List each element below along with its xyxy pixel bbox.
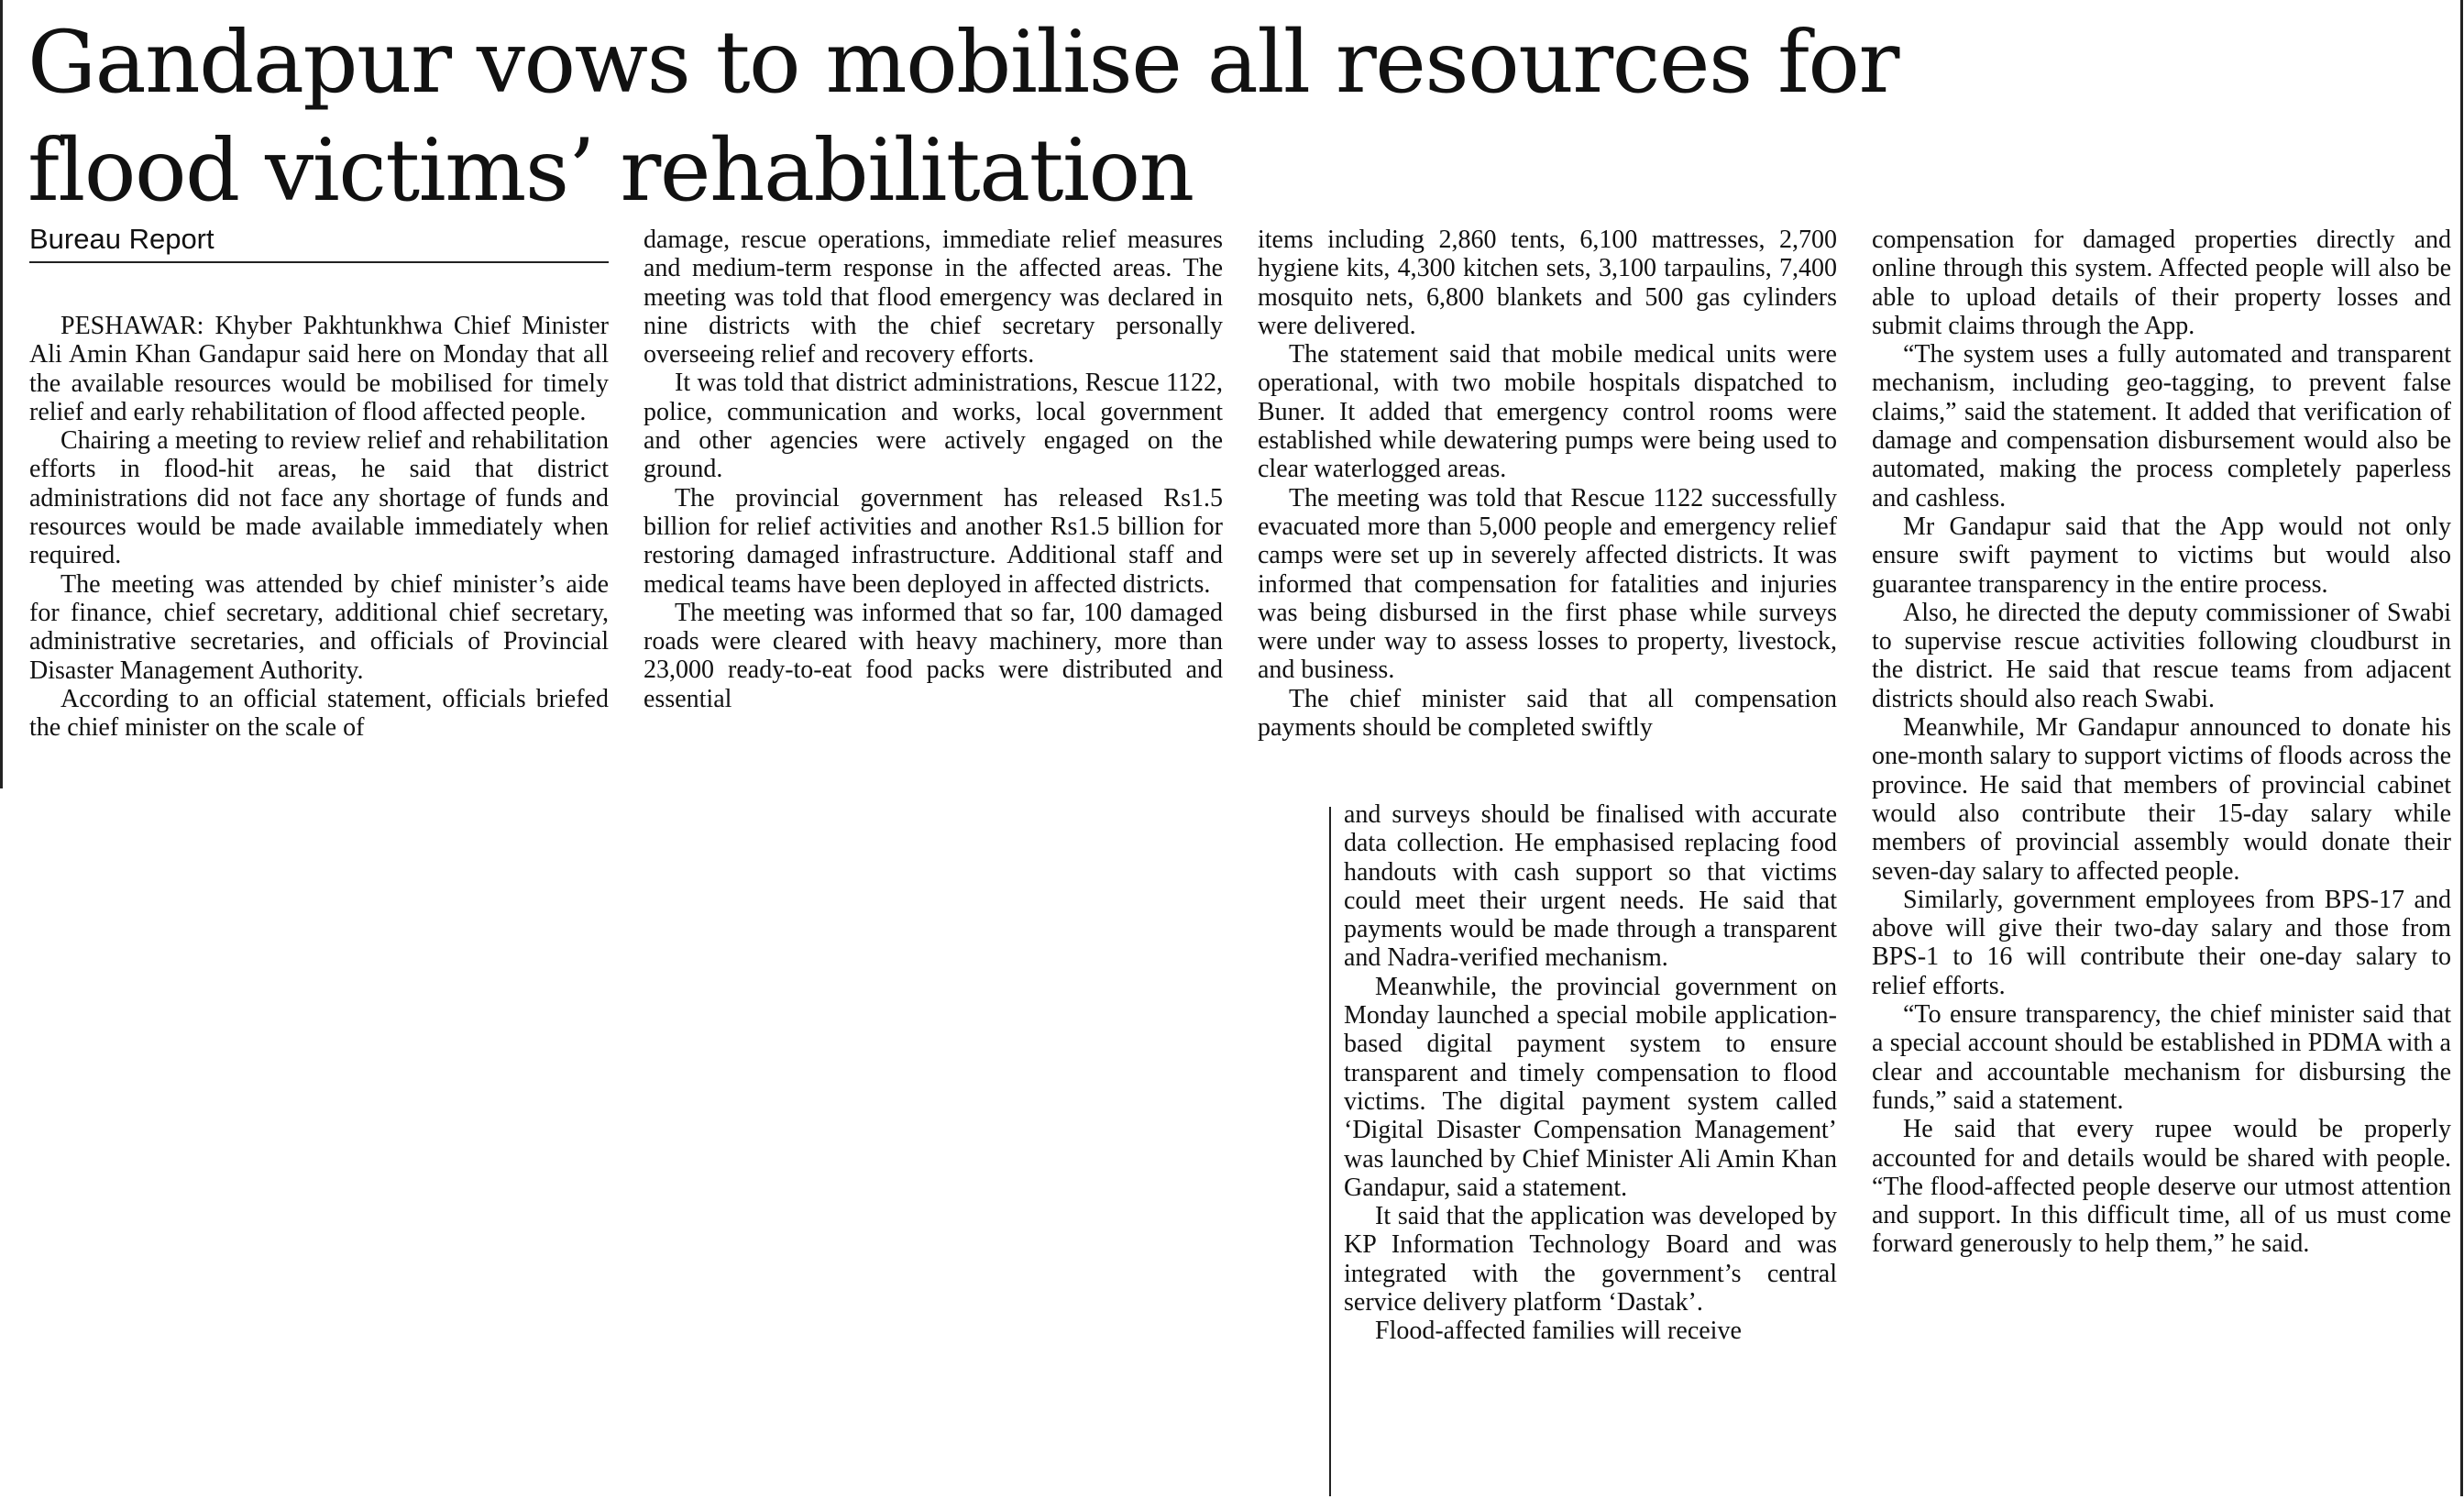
headline-line-2: flood victims’ rehabilitation [28, 121, 1194, 221]
byline: Bureau Report [29, 223, 214, 255]
paragraph: PESHAWAR: Khyber Pakhtunkhwa Chief Minister Ali Amin Khan Gandapur said here on Monday that all the available resources would be mobilised for timely relief and early rehabilitation of flood affected people. [29, 312, 609, 426]
byline-rule [29, 261, 609, 263]
paragraph: Similarly, government employees from BPS-17 and above will give their two-day salary and those from BPS-1 to 16 will contribute their one-day salary to relief efforts. [1872, 885, 2451, 1000]
paragraph: It said that the application was developed by KP Information Technology Board and was integrated with the government’s central service delivery platform ‘Dastak’. [1344, 1202, 1837, 1317]
paragraph: Mr Gandapur said that the App would not only ensure swift payment to victims but would also guarantee transparency in the entire process. [1872, 512, 2451, 599]
paragraph: The meeting was told that Rescue 1122 successfully evacuated more than 5,000 people and emergency relief camps were set up in severely affected districts. It was informed that compensation for fatalities and injuries was being disbursed in the first phase while surveys were under way to assess losses to property, livestock, and business. [1258, 483, 1837, 685]
headline [28, 9, 2411, 226]
article-column-3 [1258, 226, 1837, 742]
paragraph: It was told that district administrations, Rescue 1122, police, communication and works, local government and other agencies were actively engaged on the ground. [644, 369, 1223, 484]
article-column-2 [644, 226, 1223, 713]
paragraph: Meanwhile, the provincial government on Monday launched a special mobile application-based digital payment system to ensure transparent and timely compensation to flood victims. The digital payment system called ‘Digital Disaster Compensation Management’ was launched by Chief Minister Ali Amin Khan Gandapur, said a statement. [1344, 972, 1837, 1202]
paragraph: The meeting was attended by chief minister’s aide for finance, chief secretary, additional chief secretary, administrative secretaries, and officials of Provincial Disaster Management Authority. [29, 569, 609, 685]
headline-line-1: Gandapur vows to mobilise all resources for [28, 13, 1898, 113]
paragraph: The statement said that mobile medical units were operational, with two mobile hospitals dispatched to Buner. It added that emergency control rooms were established while dewatering pumps were being used to clear waterlogged areas. [1258, 340, 1837, 484]
paragraph: The provincial government has released Rs1.5 billion for relief activities and another Rs1.5 billion for restoring damaged infrastructure. Additional staff and medical teams have been deployed in affected districts. [644, 483, 1223, 599]
column-divider [1329, 807, 1331, 1496]
paragraph: Meanwhile, Mr Gandapur announced to donate his one-month salary to support victims of floods across the province. He said that members of provincial cabinet would also contribute their 15-day salary while members of provincial assembly would donate their seven-day salary to affected people. [1872, 713, 2451, 886]
paragraph: damage, rescue operations, immediate relief measures and medium-term response in the affected areas. The meeting was told that flood emergency was declared in nine districts with the chief secretary personally overseeing relief and recovery efforts. [644, 226, 1223, 369]
paragraph: compensation for damaged properties directly and online through this system. Affected people will also be able to upload details of their property losses and submit claims through the App. [1872, 226, 2451, 340]
page-border-left [0, 0, 3, 788]
paragraph: The meeting was informed that so far, 100 damaged roads were cleared with heavy machinery, more than 23,000 ready-to-eat food packs were distributed and essential [644, 598, 1223, 713]
paragraph: The chief minister said that all compensation payments should be completed swiftly [1258, 684, 1837, 743]
article-column-1 [29, 312, 609, 742]
paragraph: items including 2,860 tents, 6,100 mattresses, 2,700 hygiene kits, 4,300 kitchen sets, 3,100 tarpaulins, 7,400 mosquito nets, 6,800 blankets and 500 gas cylinders were delivered. [1258, 226, 1837, 340]
paragraph: “To ensure transparency, the chief minister said that a special account should be established in PDMA with a clear and accountable mechanism for disbursing the funds,” said a statement. [1872, 1000, 2451, 1115]
paragraph: According to an official statement, officials briefed the chief minister on the scale of [29, 684, 609, 743]
article-column-4 [1872, 226, 2451, 1259]
paragraph: He said that every rupee would be properly accounted for and details would be shared with people. “The flood-affected people deserve our utmost attention and support. In this difficult time, all of us must come forward generously to help them,” he said. [1872, 1115, 2451, 1259]
paragraph: Chairing a meeting to review relief and rehabilitation efforts in flood-hit areas, he said that district administrations did not face any shortage of funds and resources would be made available immediately when required. [29, 426, 609, 570]
paragraph: Also, he directed the deputy commissioner of Swabi to supervise rescue activities following cloudburst in the district. He said that rescue teams from adjacent districts should also reach Swabi. [1872, 598, 2451, 713]
paragraph: and surveys should be finalised with accurate data collection. He emphasised replacing food handouts with cash support so that victims could meet their urgent needs. He said that payments would be made through a transparent and Nadra-verified mechanism. [1344, 800, 1837, 973]
paragraph: Flood-affected families will receive [1375, 1317, 1742, 1346]
article-column-3-continued [1344, 800, 1837, 1346]
paragraph: “The system uses a fully automated and transparent mechanism, including geo-tagging, to prevent false claims,” said the statement. It added that verification of damage and compensation disbursement would also be automated, making the process completely paperless and cashless. [1872, 340, 2451, 513]
page-border-right [2460, 0, 2463, 1496]
